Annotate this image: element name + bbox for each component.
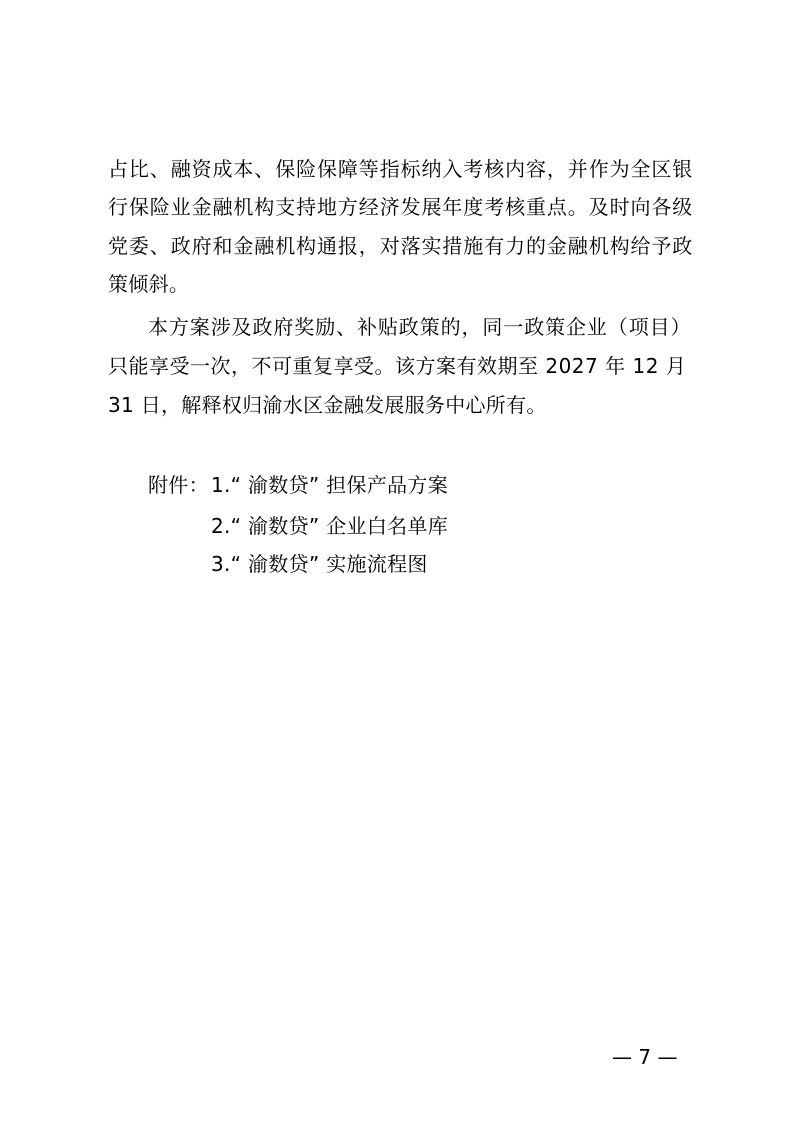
page-number: — 7 — [612, 1045, 678, 1069]
paragraph-line: 党委、政府和金融机构通报，对落实措施有力的金融机构给予政 [108, 234, 694, 258]
attachment-item: 1.“ 渝数贷” 担保产品方案 [211, 473, 449, 497]
attachment-item: 2.“ 渝数贷” 企业白名单库 [211, 514, 449, 538]
paragraph-line: 只能享受一次，不可重复享受。该方案有效期至 2027 年 12 月 [108, 354, 687, 378]
paragraph-line: 策倾斜。 [108, 272, 190, 296]
attachments-label: 附件： [148, 473, 209, 497]
attachment-item: 3.“ 渝数贷” 实施流程图 [211, 552, 428, 576]
paragraph-line: 本方案涉及政府奖励、补贴政策的，同一政策企业（项目） [148, 315, 692, 339]
paragraph-line: 31 日，解释权归渝水区金融发展服务中心所有。 [108, 393, 547, 417]
paragraph-line: 行保险业金融机构支持地方经济发展年度考核重点。及时向各级 [108, 195, 694, 219]
paragraph-line: 占比、融资成本、保险保障等指标纳入考核内容，并作为全区银 [108, 157, 694, 181]
